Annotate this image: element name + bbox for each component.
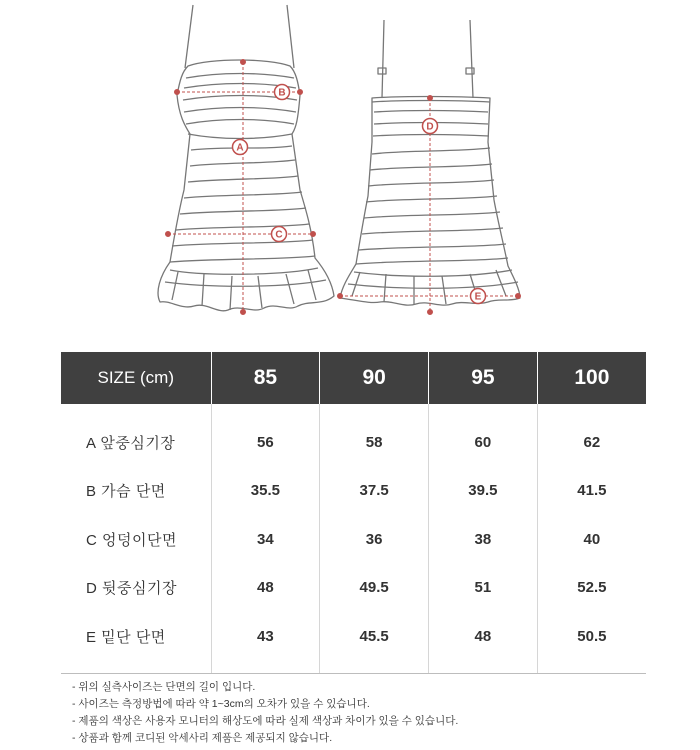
table-cell: 38	[429, 515, 538, 564]
label-a-badge	[233, 140, 248, 155]
table-cell: 45.5	[320, 612, 429, 673]
measurement-diagram	[0, 0, 700, 330]
label-d-badge	[423, 119, 438, 134]
table-cell: 36	[320, 515, 429, 564]
table-cell: 35.5	[211, 467, 320, 516]
table-cell: 62	[537, 404, 646, 467]
size-header-row	[61, 352, 646, 404]
table-cell: 40	[537, 515, 646, 564]
table-cell: 34	[211, 515, 320, 564]
row-label-d: D 뒷중심기장	[86, 580, 177, 598]
table-row	[61, 467, 646, 516]
table-cell: 50.5	[537, 612, 646, 673]
table-cell: 48	[211, 564, 320, 613]
row-label-b: B 가슴 단면	[86, 483, 166, 501]
size-header-label: SIZE (cm)	[61, 352, 211, 404]
label-c-badge	[272, 227, 287, 242]
size-header-85: 85	[211, 352, 320, 404]
label-e: E	[474, 291, 482, 303]
row-label-a: A 앞중심기장	[86, 434, 176, 452]
table-row	[61, 612, 646, 673]
table-cell: 58	[320, 404, 429, 467]
size-header-90: 90	[320, 352, 429, 404]
row-label-c: C 엉덩이단면	[86, 531, 177, 549]
label-a: A	[236, 142, 244, 154]
label-e-badge	[471, 289, 486, 304]
note-item: - 사이즈는 측정방법에 따라 약 1~3cm의 오차가 있을 수 있습니다.	[72, 698, 370, 710]
back-dress-drawing	[340, 20, 520, 305]
note-item: - 상품과 함께 코디된 악세사리 제품은 제공되지 않습니다.	[72, 732, 333, 744]
table-row	[61, 564, 646, 613]
size-header-95: 95	[429, 352, 538, 404]
table-cell: 56	[211, 404, 320, 467]
measurement-lines	[166, 60, 521, 315]
table-cell: 48	[429, 612, 538, 673]
label-b-badge	[275, 85, 290, 100]
front-dress-drawing	[158, 5, 334, 311]
note-item: - 위의 실측사이즈는 단면의 길이 입니다.	[72, 681, 256, 693]
size-notes	[72, 679, 458, 747]
label-b: B	[278, 87, 286, 99]
table-cell: 51	[429, 564, 538, 613]
row-label-e: E 밑단 단면	[61, 612, 211, 673]
table-cell: 37.5	[320, 467, 429, 516]
label-c: C	[275, 229, 283, 241]
table-cell: 60	[429, 404, 538, 467]
table-cell: 49.5	[320, 564, 429, 613]
table-cell: 41.5	[537, 467, 646, 516]
table-row	[61, 404, 646, 467]
table-row	[61, 515, 646, 564]
size-table	[61, 352, 646, 674]
label-d: D	[426, 121, 434, 133]
size-header-100: 100	[537, 352, 646, 404]
note-item: - 제품의 색상은 사용자 모니터의 해상도에 따라 실제 색상과 차이가 있을 수 있습니다.	[72, 715, 459, 727]
table-cell: 39.5	[429, 467, 538, 516]
table-cell: 52.5	[537, 564, 646, 613]
table-cell: 43	[211, 612, 320, 673]
